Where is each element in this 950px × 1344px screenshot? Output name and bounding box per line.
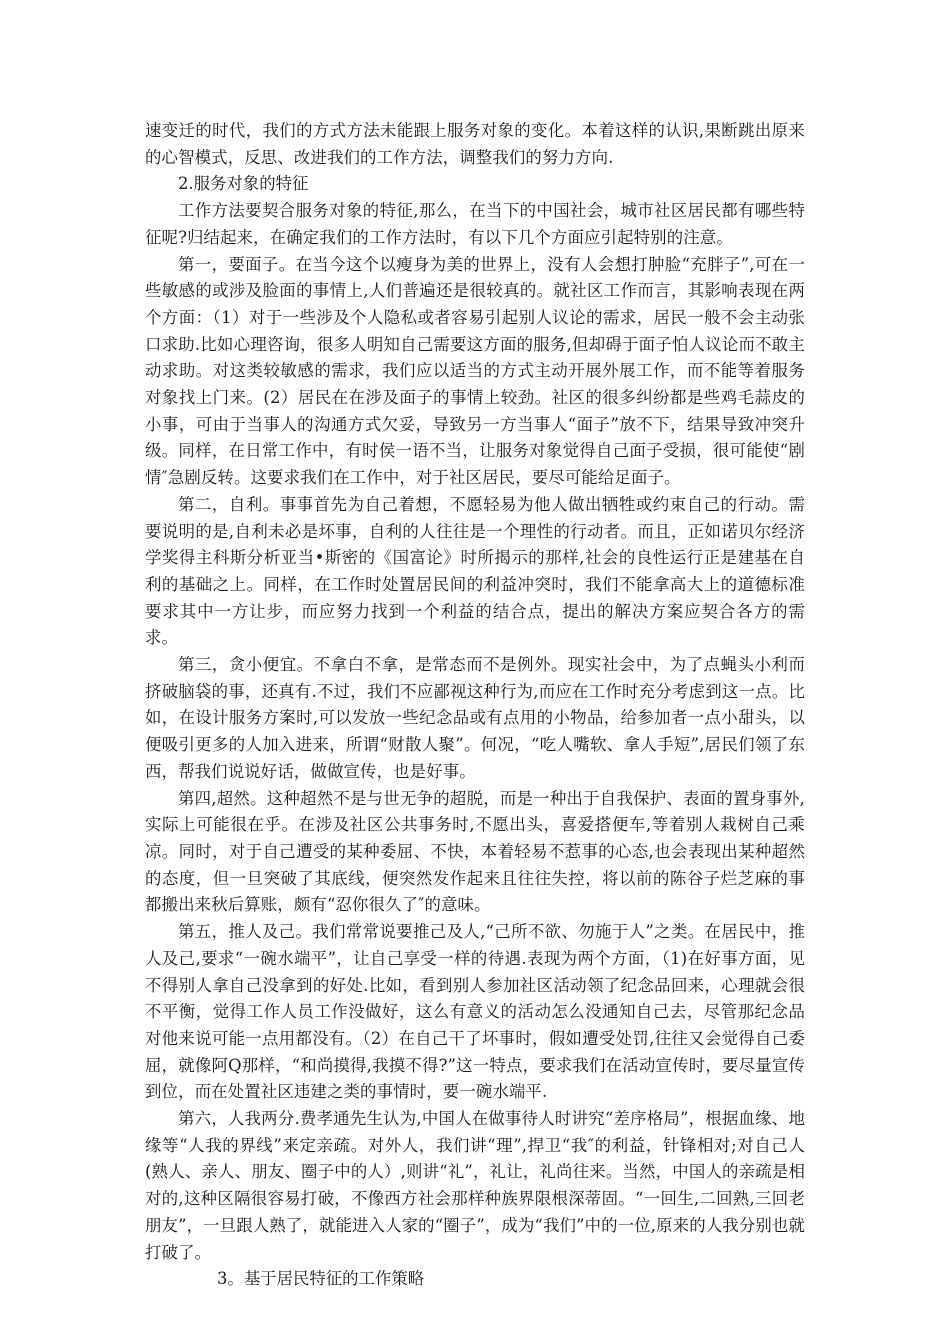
- paragraph-intro: 工作方法要契合服务对象的特征,那么，在当下的中国社会，城市社区居民都有哪些特征呢?归结起来，在确定我们的工作方法时，有以下几个方面应引起特别的注意。: [145, 201, 805, 247]
- document-page: [145, 118, 805, 1293]
- section-heading-2: 2.服务对象的特征: [178, 174, 309, 194]
- paragraph-fourth: 第四,超然。这种超然不是与世无争的超脱，而是一种出于自我保护、表面的置身事外,实际上可能很在乎。在涉及社区公共事务时,不愿出头，喜爱搭便车,等着别人栽树自己乘凉。同时，对于自己遭受的某种委屈、不快，本着轻易不惹事的心态,也会表现出某种超然的态度，但一旦突破了其底线，便突然发作起来且往往失控，将以前的陈谷子烂芝麻的事都搬出来秋后算账，颇有“忍你很久了″的意味。: [145, 788, 805, 915]
- paragraph-sixth: 第六，人我两分.费孝通先生认为,中国人在做事待人时讲究“差序格局”，根据血缘、地缘等“人我的界线”来定亲疏。对外人，我们讲“理”,捍卫“我″的利益，针锋相对;对自己人(熟人、亲人、朋友、圈子中的人）,则讲“礼”，礼让，礼尚往来。当然，中国人的亲疏是相对的,这种区隔很容易打破，不像西方社会那样种族界限根深蒂固。“一回生,二回熟,三回老朋友”，一旦跟人熟了，就能进入人家的“圈子”，成为“我们”中的一位,原来的人我分别也就打破了。: [145, 1109, 806, 1262]
- paragraph-continuation: 速变迁的时代，我们的方式方法未能跟上服务对象的变化。本着这样的认识,果断跳出原来的心智模式，反思、改进我们的工作方法，调整我们的努力方向.: [145, 121, 805, 167]
- paragraph-second: 第二，自利。事事首先为自己着想，不愿轻易为他人做出牺牲或约束自己的行动。需要说明的是,自利未必是坏事，自利的人往往是一个理性的行动者。而且，正如诺贝尔经济学奖得主科斯分析亚当•斯密的《国富论》时所揭示的那样,社会的良性运行正是建基在自利的基础之上。同样，在工作时处置居民间的利益冲突时，我们不能拿高大上的道德标准要求其中一方让步，而应努力找到一个利益的结合点，提出的解决方案应契合各方的需求。: [145, 494, 805, 648]
- paragraph-fifth: 第五，推人及己。我们常常说要推己及人,“己所不欲、勿施于人”之类。在居民中，推人及己,要求“一碗水端平”，让自己享受一样的待遇.表现为两个方面，（1)在好事方面，见不得别人拿自己没拿到的好处.比如，看到别人参加社区活动领了纪念品回来，心理就会很不平衡，觉得工作人员工作没做好，这么有意义的活动怎么没通知自己去，尽管那纪念品对他来说可能一点用都没有。（2）在自己干了坏事时，假如遭受处罚,往往又会觉得自己委屈，就像阿Q那样，“和尚摸得,我摸不得?”这一特点，要求我们在活动宣传时，要尽量宣传到位，而在处置社区违建之类的事情时，要一碗水端平.: [145, 922, 805, 1102]
- paragraph-first: 第一，要面子。在当今这个以瘦身为美的世界上，没有人会想打肿脸“充胖子”,可在一些敏感的或涉及脸面的事情上,人们普遍还是很较真的。就社区工作而言，其影响表现在两个方面：（1）对于一些涉及个人隐私或者容易引起别人议论的需求，居民一般不会主动张口求助.比如心理咨询，很多人明知自己需要这方面的服务,但却碍于面子怕人议论而不敢主动求助。对这类较敏感的需求，我们应以适当的方式主动开展外展工作，而不能等着服务对象找上门来。(2）居民在在涉及面子的事情上较劲。社区的很多纠纷都是些鸡毛蒜皮的小事，可由于当事人的沟通方式欠妥，导致另一方当事人“面子”放不下，结果导致冲突升级。同样，在日常工作中，有时侯一语不当，让服务对象觉得自己面子受损，很可能使“剧情″急剧反转。这要求我们在工作中，对于社区居民，要尽可能给足面子。: [145, 254, 805, 488]
- section-heading-3: 3。基于居民特征的工作策略: [217, 1269, 425, 1289]
- paragraph-third: 第三，贪小便宜。不拿白不拿，是常态而不是例外。现实社会中，为了点蝇头小利而挤破脑袋的事，还真有.不过，我们不应鄙视这种行为,而应在工作时充分考虑到这一点。比如，在设计服务方案时,可以发放一些纪念品或有点用的小物品，给参加者一点小甜头，以便吸引更多的人加入进来，所谓“财散人聚”。何况，“吃人嘴软、拿人手短”,居民们领了东西，帮我们说说好话，做做宣传，也是好事。: [145, 655, 805, 781]
